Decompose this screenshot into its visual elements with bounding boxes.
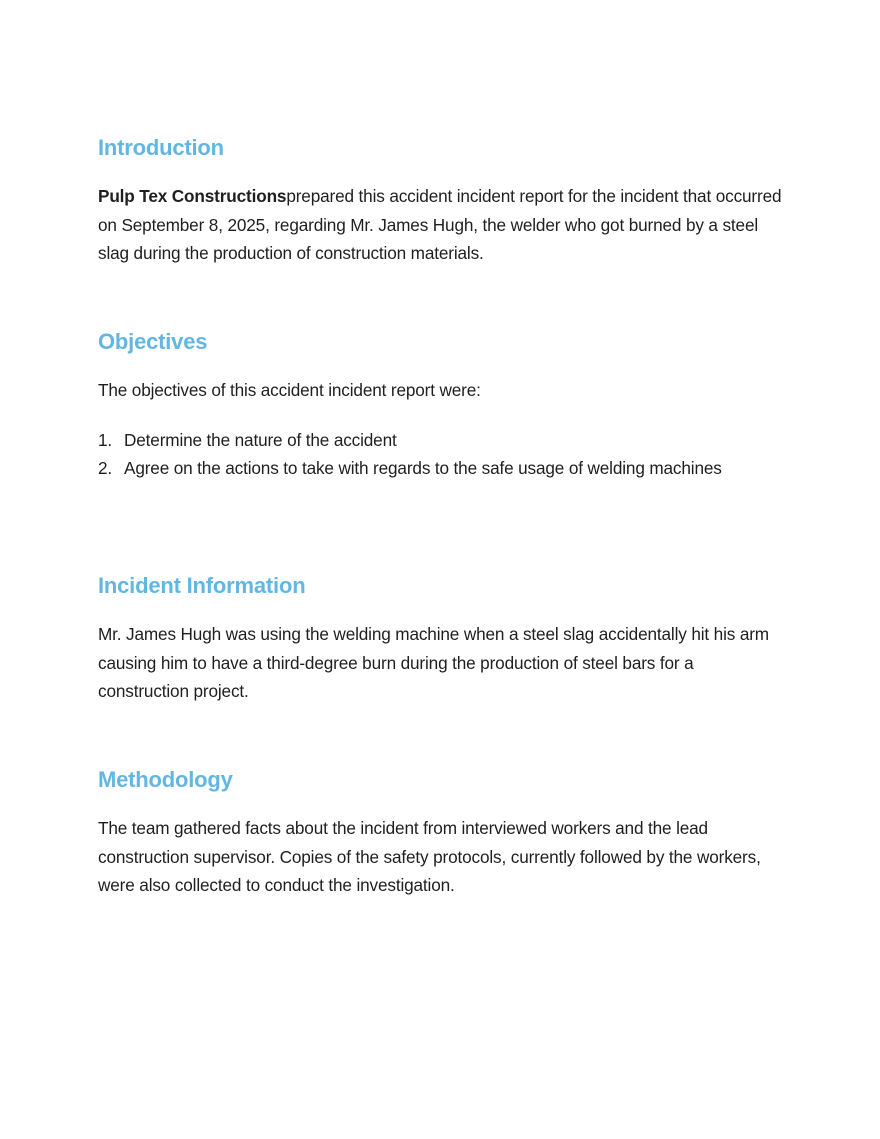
introduction-section [98,133,788,268]
objectives-intro: The objectives of this accident incident report were: [98,380,481,400]
company-name: Pulp Tex Constructions [98,186,287,206]
methodology-heading: Methodology [98,767,233,792]
introduction-heading: Introduction [98,135,224,160]
introduction-paragraph [98,182,788,268]
incident-information-section [98,571,788,706]
objectives-list [98,426,788,483]
list-item [98,426,788,455]
methodology-paragraph: The team gathered facts about the incident from interviewed workers and the lead construction supervisor. Copies of the safety protocols, currently followed by the workers, were also collected to conduct the investigation. [98,818,761,895]
list-item-text: Determine the nature of the accident [124,429,397,450]
introduction-text: prepared this accident incident report for the incident that occurred on September 8, 2025, regarding Mr. James Hugh, the welder who got burned by a steel slag during the production of construction materials. [98,186,782,263]
incident-information-paragraph: Mr. James Hugh was using the welding machine when a steel slag accidentally hit his arm causing him to have a third-degree burn during the production of steel bars for a construction project. [98,624,769,701]
objectives-heading: Objectives [98,329,208,354]
list-item-number: 2. [98,458,113,478]
methodology-section [98,765,788,900]
incident-information-heading: Incident Information [98,573,306,598]
list-item [98,454,788,483]
list-item-number: 1. [98,429,113,450]
objectives-section [98,327,788,483]
list-item-text: Agree on the actions to take with regards to the safe usage of welding machines [124,458,722,478]
